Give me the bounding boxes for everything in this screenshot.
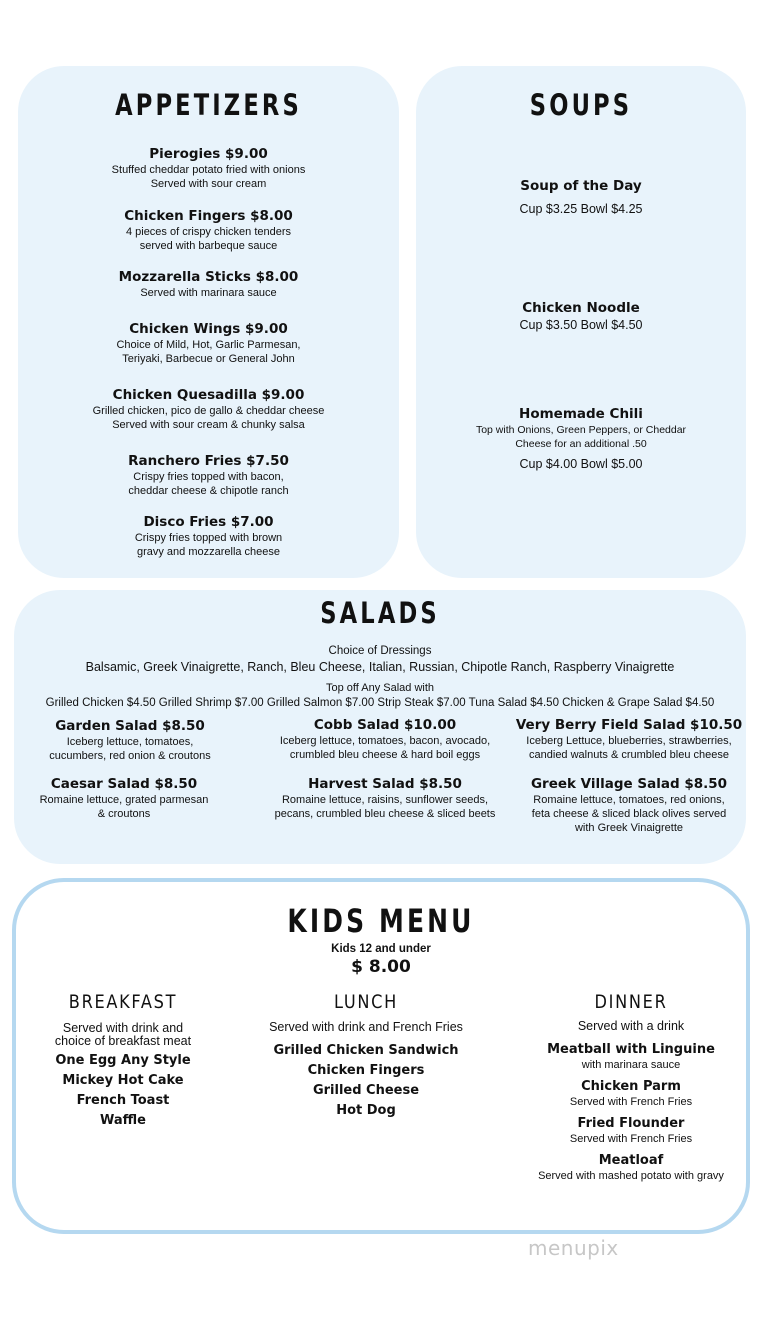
item-desc: Stuffed cheddar potato fried with onions xyxy=(111,164,306,176)
breakfast-note: choice of breakfast meat xyxy=(54,1034,192,1048)
menu-item-very-berry-field-salad xyxy=(512,717,746,762)
item-name: Chicken Fingers $8.00 xyxy=(124,208,293,224)
breakfast-title: BREAKFAST xyxy=(68,991,178,1013)
dinner-item-desc: Served with mashed potato with gravy xyxy=(538,1170,724,1182)
dinner-item-name: Fried Flounder xyxy=(577,1116,685,1131)
item-desc: candied walnuts & crumbled bleu cheese xyxy=(529,749,729,761)
menu-item-chicken-fingers xyxy=(18,208,399,253)
item-name: Cobb Salad $10.00 xyxy=(313,717,457,733)
item-name: Chicken Noodle xyxy=(522,300,640,316)
dinner-item-desc: Served with French Fries xyxy=(569,1133,693,1145)
lunch-block xyxy=(266,1019,466,1121)
menu-item-soup-of-the-day xyxy=(416,178,746,217)
item-price: Cup $3.50 Bowl $4.50 xyxy=(519,318,643,332)
lunch-item: Grilled Chicken Sandwich xyxy=(273,1043,459,1058)
breakfast-note: Served with drink and xyxy=(62,1021,184,1035)
item-name: Pierogies $9.00 xyxy=(149,146,268,162)
item-desc: Romaine lettuce, raisins, sunflower seeds, xyxy=(281,794,489,806)
menu-item-chicken-noodle xyxy=(416,300,746,333)
lunch-title: LUNCH xyxy=(333,991,399,1013)
menu-item-chicken-quesadilla xyxy=(18,387,399,432)
item-desc: Served with sour cream & chunky salsa xyxy=(112,419,305,431)
item-name: Greek Village Salad $8.50 xyxy=(530,776,728,792)
dinner-item-name: Meatloaf xyxy=(598,1153,664,1168)
item-desc: pecans, crumbled bleu cheese & sliced beets xyxy=(274,808,496,820)
item-name: Harvest Salad $8.50 xyxy=(308,776,462,792)
lunch-item: Chicken Fingers xyxy=(307,1063,425,1078)
kids-menu-panel xyxy=(12,878,750,1234)
item-desc: & croutons xyxy=(97,808,151,820)
item-desc: 4 pieces of crispy chicken tenders xyxy=(125,226,292,238)
item-name: Soup of the Day xyxy=(520,178,642,194)
menu-item-chicken-wings xyxy=(18,321,399,366)
breakfast-item: One Egg Any Style xyxy=(55,1053,191,1068)
item-name: Chicken Wings $9.00 xyxy=(129,321,288,337)
menu-item-disco-fries xyxy=(18,514,399,559)
dinner-block xyxy=(526,1018,736,1183)
item-desc: Crispy fries topped with brown xyxy=(134,532,283,544)
dinner-item-name: Chicken Parm xyxy=(581,1079,681,1094)
item-desc: Romaine lettuce, tomatoes, red onions, xyxy=(533,794,725,806)
kids-age: Kids 12 and under xyxy=(331,943,431,955)
lunch-item: Grilled Cheese xyxy=(312,1083,420,1098)
topoff-list: Grilled Chicken $4.50 Grilled Shrimp $7.00 Grilled Salmon $7.00 Strip Steak $7.00 Tuna Salad $4.50 Chicken & Grape Salad $4.50 xyxy=(45,697,715,709)
dinner-item-desc: with marinara sauce xyxy=(581,1059,681,1071)
dressings-heading: Choice of Dressings xyxy=(328,645,432,657)
item-desc: with Greek Vinaigrette xyxy=(574,822,684,834)
dinner-item-desc: Served with French Fries xyxy=(569,1096,693,1108)
menu-item-caesar-salad xyxy=(14,776,234,821)
item-name: Mozzarella Sticks $8.00 xyxy=(118,269,299,285)
item-name: Caesar Salad $8.50 xyxy=(50,776,198,792)
appetizers-title: APPETIZERS xyxy=(115,88,302,122)
menu-item-cobb-salad xyxy=(260,717,510,762)
item-desc: Served with sour cream xyxy=(150,178,267,190)
item-desc: crumbled bleu cheese & hard boil eggs xyxy=(289,749,481,761)
item-name: Disco Fries $7.00 xyxy=(143,514,274,530)
menu-item-garden-salad xyxy=(14,718,246,763)
lunch-note: Served with drink and French Fries xyxy=(269,1020,463,1034)
item-name: Ranchero Fries $7.50 xyxy=(128,453,289,469)
menu-item-homemade-chili xyxy=(416,406,746,472)
item-desc: Iceberg lettuce, tomatoes, xyxy=(66,736,194,748)
item-desc: Iceberg Lettuce, blueberries, strawberries, xyxy=(526,735,732,747)
kids-header xyxy=(16,942,746,978)
lunch-item: Hot Dog xyxy=(336,1103,396,1118)
salads-title: SALADS xyxy=(320,596,440,630)
topoff-heading: Top off Any Salad with xyxy=(325,682,435,694)
topoff-block xyxy=(14,681,746,711)
breakfast-item: French Toast xyxy=(76,1093,170,1108)
dinner-item-name: Meatball with Linguine xyxy=(547,1042,715,1057)
item-desc: Cheese for an additional .50 xyxy=(515,438,647,450)
item-desc: gravy and mozzarella cheese xyxy=(136,546,281,558)
dinner-title: DINNER xyxy=(594,991,668,1013)
item-desc: served with barbeque sauce xyxy=(139,240,278,252)
item-name: Garden Salad $8.50 xyxy=(55,718,205,734)
item-desc: feta cheese & sliced black olives served xyxy=(531,808,727,820)
item-desc: cheddar cheese & chipotle ranch xyxy=(128,485,289,497)
salads-panel xyxy=(14,590,746,864)
item-desc: Grilled chicken, pico de gallo & cheddar cheese xyxy=(92,405,325,417)
item-name: Chicken Quesadilla $9.00 xyxy=(112,387,305,403)
item-desc: cucumbers, red onion & croutons xyxy=(49,750,211,762)
breakfast-block xyxy=(28,1022,218,1131)
appetizers-panel xyxy=(18,66,399,578)
dressings-block xyxy=(14,644,746,675)
kids-price: $ 8.00 xyxy=(351,957,411,977)
item-desc: Teriyaki, Barbecue or General John xyxy=(122,353,295,365)
item-price: Cup $4.00 Bowl $5.00 xyxy=(519,457,643,471)
item-price: Cup $3.25 Bowl $4.25 xyxy=(519,202,643,216)
dinner-item xyxy=(526,1153,736,1183)
item-desc: Iceberg lettuce, tomatoes, bacon, avocado, xyxy=(279,735,491,747)
soups-title: SOUPS xyxy=(529,88,633,122)
dinner-note: Served with a drink xyxy=(577,1019,685,1033)
breakfast-item: Waffle xyxy=(100,1113,146,1128)
breakfast-item: Mickey Hot Cake xyxy=(62,1073,184,1088)
item-name: Very Berry Field Salad $10.50 xyxy=(515,717,743,733)
dinner-item xyxy=(526,1079,736,1109)
dinner-item xyxy=(526,1116,736,1146)
item-desc: Served with marinara sauce xyxy=(140,287,277,299)
menu-item-mozzarella-sticks xyxy=(18,269,399,300)
menu-item-pierogies xyxy=(18,146,399,191)
item-name: Homemade Chili xyxy=(519,406,643,422)
dinner-item xyxy=(526,1042,736,1072)
menu-item-greek-village-salad xyxy=(512,776,746,835)
menu-item-ranchero-fries xyxy=(18,453,399,498)
item-desc: Romaine lettuce, grated parmesan xyxy=(39,794,209,806)
item-desc: Crispy fries topped with bacon, xyxy=(133,471,284,483)
item-desc: Choice of Mild, Hot, Garlic Parmesan, xyxy=(116,339,301,351)
kids-menu-title: KIDS MENU xyxy=(287,902,475,940)
menupix-watermark: menupix xyxy=(528,1236,619,1260)
menu-item-harvest-salad xyxy=(260,776,510,821)
dressings-list: Balsamic, Greek Vinaigrette, Ranch, Bleu Cheese, Italian, Russian, Chipotle Ranch, Raspberry Vinaigrette xyxy=(85,660,675,674)
item-desc: Top with Onions, Green Peppers, or Cheddar xyxy=(475,424,687,436)
soups-panel xyxy=(416,66,746,578)
